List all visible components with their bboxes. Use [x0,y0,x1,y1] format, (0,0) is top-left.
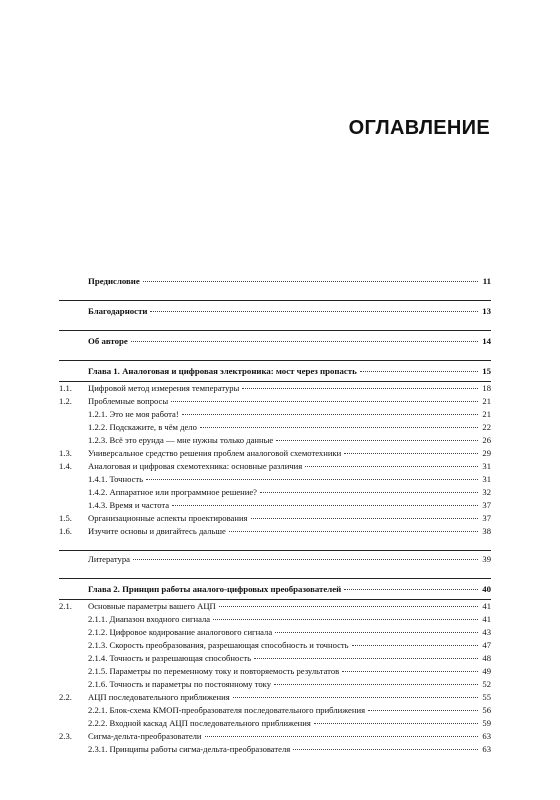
toc-entry-page: 22 [482,422,491,432]
toc-subsection-entry[interactable] [59,743,491,756]
toc-entry-title: 2.1.6. Точность и параметры по постоянному току [88,679,272,689]
dot-leader [360,371,478,372]
toc-entry-title: Предисловие [88,276,140,286]
toc-subsection-entry[interactable] [59,486,491,499]
toc-spacer [59,288,491,300]
toc-entry-number: 1.2. [59,396,72,406]
toc-entry-page: 37 [482,500,491,510]
toc-section-entry[interactable] [59,525,491,538]
toc-entry-page: 63 [482,731,491,741]
dot-leader [146,479,478,480]
toc-section-entry[interactable] [59,600,491,613]
toc-entry-number: 1.4. [59,461,72,471]
toc-entry-number: 1.1. [59,383,72,393]
toc-entry-page: 41 [482,614,491,624]
toc-subsection-entry[interactable] [59,639,491,652]
dot-leader [213,619,478,620]
dot-leader [143,281,478,282]
toc-front-entry[interactable] [59,275,491,288]
toc-entry-page: 37 [482,513,491,523]
dot-leader [305,466,478,467]
toc-subsection-entry[interactable] [59,473,491,486]
toc-entry-page: 38 [482,526,491,536]
toc-subsection-entry[interactable] [59,626,491,639]
toc-entry-page: 40 [482,584,491,594]
toc-entry-title: Основные параметры вашего АЦП [88,601,216,611]
toc-entry-page: 52 [482,679,491,689]
toc-entry-title: 2.2.2. Входной каскад АЦП последовательного приближения [88,718,311,728]
toc-section-entry[interactable] [59,447,491,460]
toc-subsection-entry[interactable] [59,408,491,421]
dot-leader [260,492,478,493]
toc-entry-page: 18 [482,383,491,393]
toc-entry-page: 55 [482,692,491,702]
toc-entry-page: 21 [482,396,491,406]
toc-literature-entry[interactable] [59,553,491,566]
toc-entry-title: АЦП последовательного приближения [88,692,230,702]
toc-entry-title: Аналоговая и цифровая схемотехника: основные различия [88,461,303,471]
toc-section-entry[interactable] [59,382,491,395]
toc-entry-number: 2.2. [59,692,72,702]
dot-leader [276,440,478,441]
dot-leader [275,632,478,633]
toc-entry-title: Проблемные вопросы [88,396,169,406]
toc-entry-title: Организационные аспекты проектирования [88,513,248,523]
toc-chapter-entry[interactable] [59,583,491,596]
toc-divider [59,360,491,361]
toc-entry-page: 13 [482,306,491,316]
toc-section-entry[interactable] [59,395,491,408]
toc-entry-title: Цифровой метод измерения температуры [88,383,240,393]
dot-leader [131,341,478,342]
toc-entry-title: 1.2.3. Всё это ерунда — мне нужны только данные [88,435,274,445]
dot-leader [219,606,478,607]
toc-entry-title: 2.1.1. Диапазон входного сигнала [88,614,211,624]
toc-entry-page: 29 [482,448,491,458]
toc-subsection-entry[interactable] [59,704,491,717]
dot-leader [205,736,478,737]
toc-entry-title: Благодарности [88,306,148,316]
dot-leader [182,414,478,415]
dot-leader [200,427,478,428]
toc-entry-number: 2.1. [59,601,72,611]
toc-entry-page: 31 [482,461,491,471]
toc-spacer [59,538,491,550]
toc-subsection-entry[interactable] [59,652,491,665]
toc-entry-title: 1.2.1. Это не моя работа! [88,409,179,419]
toc-divider [59,300,491,301]
dot-leader [242,388,478,389]
toc-entry-number: 1.3. [59,448,72,458]
toc-entry-page: 21 [482,409,491,419]
toc-entry-page: 47 [482,640,491,650]
toc-entry-title: 1.4.3. Время и частота [88,500,170,510]
toc-section-entry[interactable] [59,730,491,743]
toc-divider [59,330,491,331]
toc-subsection-entry[interactable] [59,678,491,691]
toc-entry-page: 31 [482,474,491,484]
dot-leader [368,710,478,711]
dot-leader [172,505,478,506]
toc-subsection-entry[interactable] [59,613,491,626]
toc-subsection-entry[interactable] [59,717,491,730]
dot-leader [344,589,478,590]
toc-entry-title: 2.1.4. Точность и разрешающая способность [88,653,251,663]
toc-subsection-entry[interactable] [59,434,491,447]
toc-entry-page: 41 [482,601,491,611]
toc-entry-number: 2.3. [59,731,72,741]
toc-entry-page: 26 [482,435,491,445]
dot-leader [274,684,478,685]
toc-entry-number: 1.6. [59,526,72,536]
toc-entry-page: 15 [482,366,491,376]
toc-entry-title: 1.4.2. Аппаратное или программное решение? [88,487,257,497]
toc-spacer [59,566,491,578]
toc-section-entry[interactable] [59,691,491,704]
toc-entry-title: 2.1.5. Параметры по переменному току и повторяемость результатов [88,666,340,676]
toc-entry-title: 1.4.1. Точность [88,474,144,484]
table-of-contents [59,271,491,756]
toc-entry-title: 1.2.2. Подскажите, в чём дело [88,422,197,432]
toc-spacer [59,318,491,330]
toc-section-entry[interactable] [59,460,491,473]
toc-entry-page: 39 [482,554,491,564]
toc-entry-page: 14 [482,336,491,346]
toc-divider [59,550,491,551]
toc-entry-title: 2.1.2. Цифровое кодирование аналогового сигнала [88,627,273,637]
toc-chapter-entry[interactable] [59,365,491,378]
toc-divider [59,578,491,579]
toc-entry-page: 43 [482,627,491,637]
dot-leader [314,723,478,724]
toc-entry-page: 48 [482,653,491,663]
dot-leader [344,453,478,454]
toc-entry-page: 32 [482,487,491,497]
toc-entry-page: 49 [482,666,491,676]
dot-leader [133,559,478,560]
toc-entry-title: Изучите основы и двигайтесь дальше [88,526,226,536]
dot-leader [342,671,478,672]
toc-entry-page: 63 [482,744,491,754]
toc-entry-title: 2.3.1. Принципы работы сигма-дельта-преобразователя [88,744,291,754]
dot-leader [233,697,478,698]
toc-entry-page: 56 [482,705,491,715]
dot-leader [229,531,478,532]
dot-leader [150,311,478,312]
toc-subsection-entry[interactable] [59,421,491,434]
toc-subsection-entry[interactable] [59,499,491,512]
toc-entry-title: Универсальное средство решения проблем аналоговой схемотехники [88,448,342,458]
toc-entry-title: Об авторе [88,336,128,346]
toc-front-entry[interactable] [59,335,491,348]
toc-entry-title: 2.1.3. Скорость преобразования, разрешающая способность и точность [88,640,349,650]
dot-leader [293,749,478,750]
page-title: ОГЛАВЛЕНИЕ [348,117,490,139]
toc-entry-title: Глава 2. Принцип работы аналого-цифровых преобразователей [88,584,342,594]
toc-entry-page: 11 [482,276,491,286]
toc-entry-title: Сигма-дельта-преобразователи [88,731,202,741]
toc-subsection-entry[interactable] [59,665,491,678]
dot-leader [352,645,478,646]
toc-section-entry[interactable] [59,512,491,525]
toc-entry-title: Литература [88,554,130,564]
dot-leader [254,658,478,659]
dot-leader [251,518,479,519]
toc-entry-page: 59 [482,718,491,728]
toc-entry-title: Глава 1. Аналоговая и цифровая электроника: мост через пропасть [88,366,357,376]
toc-spacer [59,348,491,360]
toc-entry-number: 1.5. [59,513,72,523]
toc-entry-title: 2.2.1. Блок-схема КМОП-преобразователя последовательного приближения [88,705,366,715]
dot-leader [171,401,478,402]
toc-front-entry[interactable] [59,305,491,318]
